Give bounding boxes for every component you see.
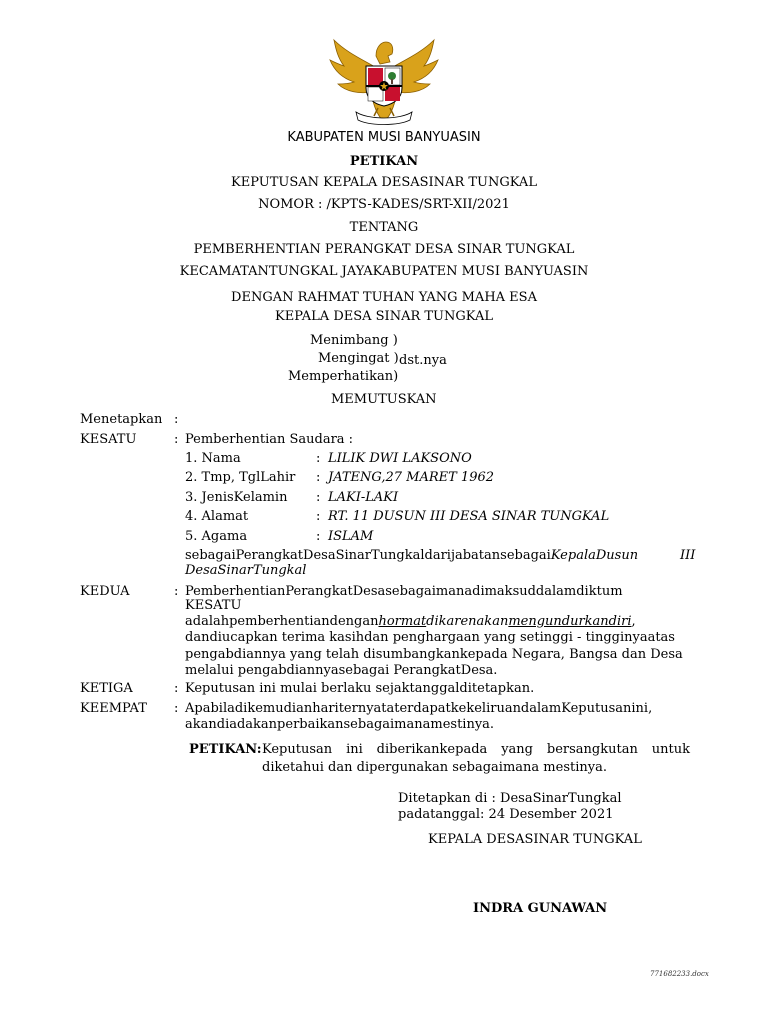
file-name-footer: 771682233.docx: [650, 970, 709, 978]
nomor-line: NOMOR : /KPTS-KADES/SRT-XII/2021: [258, 197, 510, 212]
subject-line-1: PEMBERHENTIAN PERANGKAT DESA SINAR TUNGKAL: [193, 242, 575, 257]
menimbang-label: Menimbang ): [310, 333, 398, 348]
keempat-colon: :: [174, 701, 179, 716]
kesatu-closing: [185, 548, 638, 563]
kedua-line-2: KESATU: [185, 598, 242, 613]
ketiga-label: KETIGA: [80, 681, 133, 696]
field-colon: :: [316, 529, 321, 544]
kesatu-closing-italic: KepalaDusun: [550, 548, 639, 563]
field-label-alamat: 4. Alamat: [185, 509, 249, 524]
field-colon: :: [316, 470, 321, 485]
kabupaten-heading: KABUPATEN MUSI BANYUASIN: [287, 130, 481, 145]
field-value-agama: ISLAM: [328, 529, 374, 544]
kedua-label: KEDUA: [80, 584, 130, 599]
field-label-agama: 5. Agama: [185, 529, 248, 544]
ketiga-colon: :: [174, 681, 179, 696]
kedua-dikarenakan: dikarenakan: [426, 614, 509, 629]
mengingat-label: Mengingat ): [318, 351, 399, 366]
field-label-ttl: 2. Tmp, TglLahir: [185, 470, 296, 485]
field-label-jenis-kelamin: 3. JenisKelamin: [185, 490, 288, 505]
emblem-head: [376, 42, 393, 64]
kesatu-colon: :: [174, 432, 179, 447]
kedua-colon: :: [174, 584, 179, 599]
rahmat-line: DENGAN RAHMAT TUHAN YANG MAHA ESA: [231, 290, 537, 305]
field-colon: :: [316, 509, 321, 524]
petikan-note-line-2: diketahui dan dipergunakan sebagaimana mestinya.: [262, 760, 607, 775]
tanggal-line: padatanggal: 24 Desember 2021: [398, 807, 614, 822]
ditetapkan-line: Ditetapkan di : DesaSinarTungkal: [398, 791, 622, 806]
dstnya-text: dst.nya: [399, 353, 447, 368]
kedua-line-5: pengabdiannya yang telah disumbangkankepada Negara, Bangsa dan Desa: [185, 647, 683, 662]
kepala-desa-line: KEPALA DESA SINAR TUNGKAL: [275, 309, 493, 324]
kesatu-intro: Pemberhentian Saudara :: [185, 432, 354, 447]
garuda-pancasila-emblem: [328, 36, 440, 130]
tentang-heading: TENTANG: [349, 220, 419, 235]
field-colon: :: [316, 451, 321, 466]
kedua-mengundurkan-diri: mengundurkandiri: [508, 614, 632, 629]
signatory-title: KEPALA DESASINAR TUNGKAL: [428, 832, 642, 847]
keempat-line-2: akandiadakanperbaikansebagaimanamestinya.: [185, 717, 495, 732]
kesatu-label: KESATU: [80, 432, 137, 447]
kesatu-closing-plain: sebagaiPerangkatDesaSinarTungkaldarijabatansebagai: [185, 548, 551, 563]
petikan-note-label: PETIKAN:: [189, 742, 262, 757]
kesatu-closing-iii: III: [680, 548, 696, 563]
field-value-nama: LILIK DWI LAKSONO: [328, 451, 472, 466]
kedua-hormat: hormat: [378, 614, 427, 629]
menetapkan-colon: :: [174, 412, 179, 427]
field-value-ttl: JATENG,27 MARET 1962: [328, 470, 495, 485]
field-value-jenis-kelamin: LAKI-LAKI: [328, 490, 399, 505]
keputusan-title: KEPUTUSAN KEPALA DESASINAR TUNGKAL: [231, 175, 537, 190]
keempat-label: KEEMPAT: [80, 701, 147, 716]
memperhatikan-label: Memperhatikan): [288, 369, 399, 384]
kedua-line-1: PemberhentianPerangkatDesasebagaimanadimaksuddalamdiktum: [185, 584, 623, 599]
kedua-line-6: melalui pengabdiannyasebagai PerangkatDesa.: [185, 663, 498, 678]
keempat-line-1: ApabiladikemudianhariternyataterdapatkekeliruandalamKeputusanini,: [185, 701, 653, 716]
signatory-name: INDRA GUNAWAN: [473, 901, 608, 916]
petikan-heading: PETIKAN: [349, 154, 419, 169]
field-value-alamat: RT. 11 DUSUN III DESA SINAR TUNGKAL: [328, 509, 610, 524]
kedua-comma: ,: [631, 614, 636, 629]
kedua-line-4: dandiucapkan terima kasihdan penghargaan yang setinggi - tingginyaatas: [185, 630, 675, 645]
ketiga-text: Keputusan ini mulai berlaku sejaktanggalditetapkan.: [185, 681, 535, 696]
petikan-note-line-1: Keputusan ini diberikankepada yang bersangkutan untuk: [262, 742, 690, 757]
kedua-line-3-a: adalahpemberhentiandengan: [185, 614, 379, 629]
subject-line-2: KECAMATANTUNGKAL JAYAKABUPATEN MUSI BANYUASIN: [179, 264, 589, 279]
memutuskan-heading: MEMUTUSKAN: [331, 392, 437, 407]
field-colon: :: [316, 490, 321, 505]
kesatu-closing-line2: DesaSinarTungkal: [185, 563, 307, 578]
menetapkan-label: Menetapkan: [80, 412, 163, 427]
kedua-line-3: [185, 614, 698, 629]
field-label-nama: 1. Nama: [185, 451, 241, 466]
